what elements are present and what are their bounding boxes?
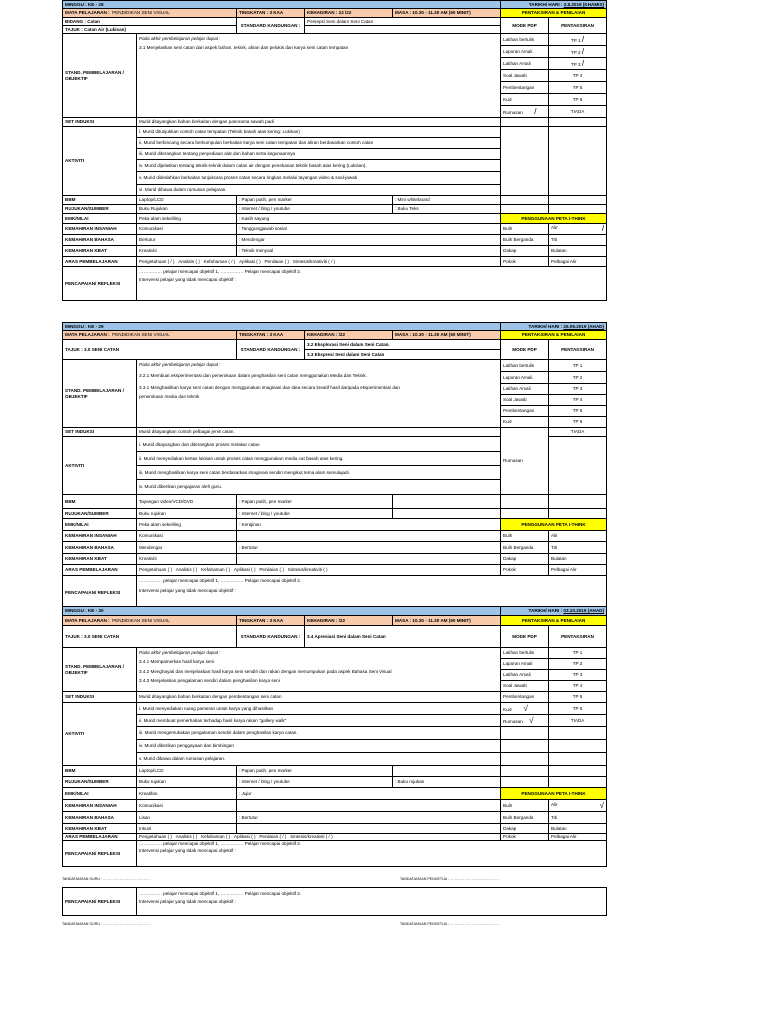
pdp-mode: Latihan Amali bbox=[501, 58, 549, 70]
ithink-map: Buih Berganda bbox=[501, 812, 549, 824]
insaniah-item: : Tanggungjawab sosial bbox=[237, 224, 501, 235]
ithink-map: Buih bbox=[501, 800, 549, 812]
bbm-label: BBM bbox=[63, 766, 137, 777]
lesson-plan-week-28 bbox=[62, 0, 607, 301]
ithink-map: Pelbagai Alir bbox=[549, 834, 607, 841]
aktiviti-content: i. Murid ditayangkan dan diterangkan proses melakar catan ii. Murid menyediakan kertas lukisan untuk proses catan menggunakan media cat basah atas kering. iii. Murid menghasilkan karya seni catan berdasarkan imaginasi sendiri mengikut tema alam semulajadi. iv. Murid diberikan pengajaran oleh guru. bbox=[137, 437, 501, 495]
tp-level: TP 6 bbox=[549, 94, 607, 106]
set-induksi-label: SET INDUKSI bbox=[63, 692, 137, 703]
ithink-map: Buih Berganda bbox=[501, 542, 549, 554]
tp-level: TIADA bbox=[549, 715, 607, 727]
pdp-mode: Latihan bertulis bbox=[501, 34, 549, 46]
peta-ithink-header: PENGGUNAAN PETA I-THINK bbox=[501, 788, 607, 800]
bbm-item: Laptop/LCD bbox=[137, 196, 237, 205]
tp-level: TP 2 bbox=[549, 659, 607, 670]
aktiviti-item: ii. Murid membuat pemerhatian terhadap hasil karya rakan "gallery walk" bbox=[137, 715, 501, 727]
pencapaian-label: PENCAPAIAN/ REFLEKSI bbox=[63, 841, 137, 867]
pdp-mode: Kuiz bbox=[501, 94, 549, 106]
aras-label: ARAS PEMBELAJARAN bbox=[63, 257, 137, 267]
pentaksiran-header: PENTAKSIRAN & PENILAIAN bbox=[501, 616, 607, 626]
ithink-map: Pokok bbox=[501, 565, 549, 576]
tp-level: TP 1 bbox=[549, 360, 607, 372]
mata-pelajaran-cell: MATA PELAJARAN : PENDIDIKAN SENI VISUAL bbox=[63, 616, 237, 626]
signature-guru: TANDATANGAN GURU : …………………………………. bbox=[62, 877, 151, 881]
objektif-content: Pada akhir pembelajaran pelajar dapat : 3.4.1 Mempamerkan hasil karya seni 3.4.2 Menghayati dan menjelaskan hasil karya seni sendiri dan rakan dengan menumpukan pada aspek Bahasa Seni Visual 3.4.3 Menjelaskan pengalaman sendiri dalam penghasilan karya seni bbox=[137, 648, 501, 692]
bbm-item: Tayangan video/VCD/DVD bbox=[137, 495, 237, 509]
ithink-map: Buih bbox=[501, 531, 549, 542]
aktiviti-item: i. Murid menyediakan ruang pameran untuk karya yang dihasilkan bbox=[137, 703, 501, 715]
emk-item: Kreatifan bbox=[137, 788, 237, 800]
pencapaian-label: PENCAPAIAN/ REFLEKSI bbox=[63, 888, 137, 916]
minggu-label: MINGGU : KE - 28 bbox=[63, 1, 501, 9]
standard-kandungan-value: Persepsi Seni dalam Seni Catan bbox=[305, 18, 501, 26]
aktiviti-item: iii. Murid mengemukakan pengalaman sendiri dalam penghasilan karya catan. bbox=[137, 727, 501, 740]
standard-kandungan-value: 3.2 Eksplorasi Seni dalam Seni Catan. bbox=[305, 340, 501, 350]
tp-level: TP 5 bbox=[549, 82, 607, 94]
bbm-label: BBM bbox=[63, 196, 137, 205]
pdp-mode: Pembentangan bbox=[501, 82, 549, 94]
bidang-cell: BIDANG : Catan bbox=[63, 18, 237, 26]
emk-item: : Kerajinan bbox=[237, 519, 501, 531]
pencapaian-label: PENCAPAIAN/ REFLEKSI bbox=[63, 576, 137, 610]
pentaksiran-label: PENTAKSIRAN bbox=[549, 626, 607, 648]
rujukan-item: Buku Rujukan bbox=[137, 205, 237, 214]
aras-items: Pengetahuan ( ) Analisis ( ) Kefahaman ( ) Aplikasi ( ) Penilaian ( / ) Sintesis/kreativiti ( / ) bbox=[137, 834, 501, 841]
minggu-label: MINGGU : KE - 29 bbox=[63, 323, 501, 331]
tp-level: TP 5 bbox=[549, 692, 607, 703]
bahasa-label: KEMAHIRAN BAHASA bbox=[63, 812, 137, 824]
pdp-mode: Soal Jawab bbox=[501, 395, 549, 406]
tp-level: TP 6 bbox=[549, 417, 607, 428]
pencapaian-content: …………… pelajar mencapai objektif 1, …………… Pelajar mencapai objektif 2. Intervensi pelajar yang tidak mencapai objektif : bbox=[137, 267, 607, 301]
aras-items: Pengetahuan ( / ) Analisis ( ) Kefahaman ( / ) Aplikasi ( ) Penilaian ( ) Sintesis/kreativiti ( / ) bbox=[137, 257, 501, 267]
tp-level: TIADA bbox=[549, 106, 607, 118]
kbat-item: Inkuiri bbox=[137, 824, 237, 834]
bbm-item: : Papan putih, pen marker bbox=[237, 196, 393, 205]
aktiviti-content: i. Murid ditunjukkan contoh catan tempatan (Teknik basah atas kering: Lukisan) ii. Murid berbincang secara berkumpulan berkaitan karya seni catan tempatan dan aliran berdasarkan contoh catan iii. Murid diterangkan tentang penyediaan alat dan bahan serta kegunaannya iv. Murid dijelaskan tentang teknik-teknik dalam catan air dengan penekanan teknik basah atas kering (Lukisan). v. Murid didedahkan berkaitan tunjukcara proses catan secara ringkas melalui tayangan video & soal-jawab vi. Murid dibawa dalam rumusan pelajaran. bbox=[137, 127, 501, 196]
pentaksiran-label: PENTAKSIRAN bbox=[549, 340, 607, 360]
pencapaian-content: …………… pelajar mencapai objektif 1, …………… Pelajar mencapai objektif 2. Intervensi pelajar yang tidak mencapai objektif : bbox=[137, 841, 607, 867]
set-induksi-label: SET INDUKSI bbox=[63, 118, 137, 127]
emk-label: EMK/NILAI bbox=[63, 214, 137, 224]
lesson-plan-week-30 bbox=[62, 606, 607, 867]
set-induksi-value: Murid ditayangkan contoh pelbagai jenis catan. bbox=[137, 428, 501, 437]
bbm-label: BBM bbox=[63, 495, 137, 509]
pdp-mode: Latihan bertulis bbox=[501, 648, 549, 659]
pdp-mode: Soal Jawab bbox=[501, 70, 549, 82]
pdp-mode: Rumusan bbox=[501, 428, 549, 495]
pdp-mode: Kuiz bbox=[501, 417, 549, 428]
aktiviti-item: v. Murid dibawa dalam rumusan pelajaran. bbox=[137, 753, 501, 766]
tarikh-cell: TARIKH/ HARI : 26.09.2019 (AHAD) bbox=[501, 323, 607, 331]
pdp-mode: Laporan Amali bbox=[501, 659, 549, 670]
tp-level: TP 4 bbox=[549, 70, 607, 82]
insaniah-label: KEMAHIRAN INSANIAH bbox=[63, 224, 137, 235]
set-induksi-value: Murid ditayangkan bahan berkaitan dengan pembentangan seni catan bbox=[137, 692, 501, 703]
ithink-map: Buih Berganda bbox=[501, 235, 549, 246]
emk-item: Peka alam sekeliling bbox=[137, 519, 237, 531]
bbm-item: : Papan putih, pen marker bbox=[237, 495, 393, 509]
mode-pdp-label: MODE PDP bbox=[501, 18, 549, 34]
insaniah-item: Komunikasi bbox=[137, 531, 237, 542]
kehadiran-cell: KEHADIRAN : /22 bbox=[305, 331, 393, 340]
objektif-label: STAND. PEMBELAJARAN / OBJEKTIF bbox=[63, 360, 137, 428]
emk-item: Peka alam sekeliling bbox=[137, 214, 237, 224]
pdp-mode: Laporan Amali bbox=[501, 372, 549, 384]
ithink-map: Pokok bbox=[501, 834, 549, 841]
pencapaian-content: …………… pelajar mencapai objektif 1, …………… Pelajar mencapai objektif 2. Intervensi pelajar yang tidak mencapai objektif : bbox=[137, 888, 607, 916]
kbat-label: KEMAHIRAN KBAT bbox=[63, 824, 137, 834]
ithink-map: Bulatan bbox=[549, 554, 607, 565]
ithink-map: Titi bbox=[549, 235, 607, 246]
ithink-map: Titi bbox=[549, 812, 607, 824]
tajuk-cell: TAJUK : Catan Air (Lukisan) bbox=[63, 26, 237, 34]
peta-ithink-header: PENGGUNAAN PETA I-THINK bbox=[501, 214, 607, 224]
mata-pelajaran-cell: MATA PELAJARAN : PENDIDIKAN SENI VISUAL bbox=[63, 9, 237, 18]
signature-pengetua: TANDATANGAN PENGETUA : ………………………………….. bbox=[400, 922, 499, 926]
bahasa-item: Lisan bbox=[137, 812, 237, 824]
ithink-map: Buih bbox=[501, 224, 549, 235]
tp-level: TP 2 / bbox=[549, 46, 607, 58]
standard-kandungan-label: STANDARD KANDUNGAN : bbox=[237, 340, 305, 360]
pentaksiran-label: PENTAKSIRAN bbox=[549, 18, 607, 34]
bbm-item: : Mini whiteboard bbox=[393, 196, 501, 205]
pencapaian-label: PENCAPAIAN/ REFLEKSI bbox=[63, 267, 137, 301]
signature-pengetua: TANDATANGAN PENGETUA : ………………………………….. bbox=[400, 877, 499, 881]
tp-level: TP 6 bbox=[549, 703, 607, 715]
aras-items: Pengetahuan ( ) Analisis ( ) Kefahaman ( ) Aplikasi ( ) Penilaian ( ) Sintesis/kreativiti ( ) bbox=[137, 565, 501, 576]
pencapaian-content: …………… pelajar mencapai objektif 1, …………… Pelajar mencapai objektif 2. Intervensi pelajar yang tidak mencapai objektif : bbox=[137, 576, 607, 610]
aktiviti-item: iv. Murid diberikan penggayaan dan bimbingan bbox=[137, 740, 501, 753]
rujukan-item: Buku rujukan bbox=[137, 777, 237, 788]
tp-level: TP 4 bbox=[549, 395, 607, 406]
pdp-mode: Latihan Amali bbox=[501, 670, 549, 681]
ithink-map: Dakap bbox=[501, 824, 549, 834]
tingkatan-cell: TINGKATAN : 3 KAA bbox=[237, 616, 305, 626]
aktiviti-label: AKTIVITI bbox=[63, 127, 137, 196]
pdp-mode: Kuiz √ bbox=[501, 703, 549, 715]
tp-level: TP 4 bbox=[549, 681, 607, 692]
rujukan-item: : Buku Teks bbox=[393, 205, 501, 214]
rujukan-item: Buku rujukan bbox=[137, 509, 237, 519]
tingkatan-cell: TINGKATAN : 3 KAA bbox=[237, 331, 305, 340]
mode-pdp-label: MODE PDP bbox=[501, 340, 549, 360]
kbat-label: KEMAHIRAN KBAT bbox=[63, 246, 137, 257]
aras-label: ARAS PEMBELAJARAN bbox=[63, 565, 137, 576]
objektif-content: Pada akhir pembelajaran pelajar dapat : 3.2.1 Membuat eksperimentasi dan penerokaan dalam penghasilan seni catan menggunakan Media dan Teknik. 3.3.1 Menghasilkan karya seni catan dengan menggunakan imaginasi dan idea secara kreatif hasil daripada eksperimentasi dan penerokaan media dan teknik bbox=[137, 360, 501, 428]
tajuk-cell: TAJUK : 3.0 SENI CATAN bbox=[63, 626, 237, 648]
set-induksi-value: Murid ditayangkan bahan berkaitan dengan panorama sawah padi bbox=[137, 118, 501, 127]
pdp-mode: Rumusan / bbox=[501, 106, 549, 118]
tingkatan-cell: TINGKATAN : 3 KAA bbox=[237, 9, 305, 18]
rujukan-item: : Internet / blog / youtube bbox=[237, 509, 393, 519]
masa-cell: MASA : 10.30 - 11.30 AM (60 MINIT) bbox=[393, 331, 501, 340]
ithink-map: Pelbagai Alir bbox=[549, 565, 607, 576]
ithink-map: Dakap bbox=[501, 246, 549, 257]
ithink-map: Dakap bbox=[501, 554, 549, 565]
kbat-item: Kreativiti bbox=[137, 246, 237, 257]
standard-kandungan-value: 3.4 Apresiasi Seni dalam Seni Catan bbox=[305, 626, 501, 648]
set-induksi-label: SET INDUKSI bbox=[63, 428, 137, 437]
masa-cell: MASA : 10.30 - 11.30 AM (60 MINIT) bbox=[393, 616, 501, 626]
tarikh-cell: TARIKH/ HARI : 03.10.2019 (AHAD) bbox=[501, 607, 607, 616]
bbm-item: Laptop/LCD bbox=[137, 766, 237, 777]
pdp-mode: Rumusan √ bbox=[501, 715, 549, 727]
aras-label: ARAS PEMBELAJARAN bbox=[63, 834, 137, 841]
bahasa-label: KEMAHIRAN BAHASA bbox=[63, 235, 137, 246]
pdp-mode: Latihan bertulis bbox=[501, 360, 549, 372]
standard-kandungan-label: STANDARD KANDUNGAN : bbox=[237, 626, 305, 648]
rujukan-item: : Buku rujukan bbox=[393, 777, 501, 788]
standard-kandungan-label: STANDARD KANDUNGAN : bbox=[237, 18, 305, 34]
ithink-map: Pelbagai Alir bbox=[549, 257, 607, 267]
pentaksiran-header: PENTAKSIRAN & PENILAIAN bbox=[501, 331, 607, 340]
bahasa-item: Bertutur bbox=[137, 235, 237, 246]
insaniah-item: Komunikasi bbox=[137, 224, 237, 235]
aktiviti-label: AKTIVITI bbox=[63, 437, 137, 495]
aktiviti-label: AKTIVITI bbox=[63, 703, 137, 766]
tp-level: TP 1 / bbox=[549, 34, 607, 46]
rujukan-label: RUJUKAN/SUMBER bbox=[63, 205, 137, 214]
masa-cell: MASA : 10.30 - 11.30 AM (60 MINIT) bbox=[393, 9, 501, 18]
pdp-mode: Laporan Amali bbox=[501, 46, 549, 58]
rujukan-item: : Internet / blog / youtube bbox=[237, 777, 393, 788]
tp-level: TP 5 bbox=[549, 406, 607, 417]
bahasa-item: : Bertutur bbox=[237, 812, 501, 824]
kehadiran-cell: KEHADIRAN : /22 bbox=[305, 616, 393, 626]
emk-label: EMK/NILAI bbox=[63, 788, 137, 800]
pdp-mode: Soal Jawab bbox=[501, 681, 549, 692]
bahasa-label: KEMAHIRAN BAHASA bbox=[63, 542, 137, 554]
pentaksiran-header: PENTAKSIRAN & PENILAIAN bbox=[501, 9, 607, 18]
bahasa-item: : Bertutur bbox=[237, 542, 501, 554]
pdp-mode: Latihan Amali bbox=[501, 384, 549, 395]
kbat-item: Kreativiti bbox=[137, 554, 237, 565]
tp-level: TP 3 bbox=[549, 384, 607, 395]
tp-level: TIADA bbox=[549, 428, 607, 437]
ithink-map: Titi bbox=[549, 542, 607, 554]
objektif-label: STAND. PEMBELAJARAN / OBJEKTIF bbox=[63, 648, 137, 692]
tarikh-cell: TARIKH/ HARI : 2.8.2019 (KHAMIS) bbox=[501, 1, 607, 9]
signature-guru: TANDATANGAN GURU : …………………………………. bbox=[62, 922, 151, 926]
emk-label: EMK/NILAI bbox=[63, 519, 137, 531]
ithink-map: Pokok bbox=[501, 257, 549, 267]
pdp-mode: Pembentangan bbox=[501, 692, 549, 703]
tp-level: TP 3 / bbox=[549, 58, 607, 70]
ithink-map: Bulatan bbox=[549, 824, 607, 834]
emk-item: : Kasih sayang bbox=[237, 214, 501, 224]
bbm-item: : Papan putih, pen marker bbox=[237, 766, 393, 777]
lesson-plan-week-29 bbox=[62, 322, 607, 610]
rujukan-label: RUJUKAN/SUMBER bbox=[63, 777, 137, 788]
kbat-label: KEMAHIRAN KBAT bbox=[63, 554, 137, 565]
bahasa-item: : Mendengar bbox=[237, 235, 501, 246]
kbat-item: : Teknik menyoal bbox=[237, 246, 501, 257]
bahasa-item: Mendengar bbox=[137, 542, 237, 554]
ithink-map: Bulatan bbox=[549, 246, 607, 257]
minggu-label: MINGGU : KE - 30 bbox=[63, 607, 501, 616]
standard-kandungan-value: 3.3 Ekspresi Seni dalam Seni Catan bbox=[305, 350, 501, 360]
objektif-label: STAND. PEMBELAJARAN / OBJEKTIF bbox=[63, 34, 137, 118]
peta-ithink-header: PENGGUNAAN PETA I-THINK bbox=[501, 519, 607, 531]
ithink-map: Alir √ bbox=[549, 800, 607, 812]
mata-pelajaran-cell: MATA PELAJARAN : PENDIDIKAN SENI VISUAL bbox=[63, 331, 237, 340]
objektif-content: Pada akhir pembelajaran pelajar dapat : 3.1 Menjelaskan seni catan dari aspek bahan, teknik, aliran dan pelukis dan karya seni catan tempatan bbox=[137, 34, 501, 118]
rujukan-item: : Internet / blog / youtube bbox=[237, 205, 393, 214]
kehadiran-cell: KEHADIRAN : 22 /22 bbox=[305, 9, 393, 18]
tp-level: TP 3 bbox=[549, 670, 607, 681]
mode-pdp-label: MODE PDP bbox=[501, 626, 549, 648]
ithink-map: Alir / bbox=[549, 224, 607, 235]
rujukan-label: RUJUKAN/SUMBER bbox=[63, 509, 137, 519]
tp-level: TP 2 bbox=[549, 372, 607, 384]
insaniah-label: KEMAHIRAN INSANIAH bbox=[63, 800, 137, 812]
extra-reflection-box bbox=[62, 887, 607, 916]
ithink-map: Alir bbox=[549, 531, 607, 542]
emk-item: : Jujur bbox=[237, 788, 501, 800]
tajuk-cell: TAJUK : 3.0 SENI CATAN bbox=[63, 340, 237, 360]
pdp-mode: Pembentangan bbox=[501, 406, 549, 417]
insaniah-item: Komunikasi bbox=[137, 800, 237, 812]
tp-level: TP 1 bbox=[549, 648, 607, 659]
insaniah-label: KEMAHIRAN INSANIAH bbox=[63, 531, 137, 542]
